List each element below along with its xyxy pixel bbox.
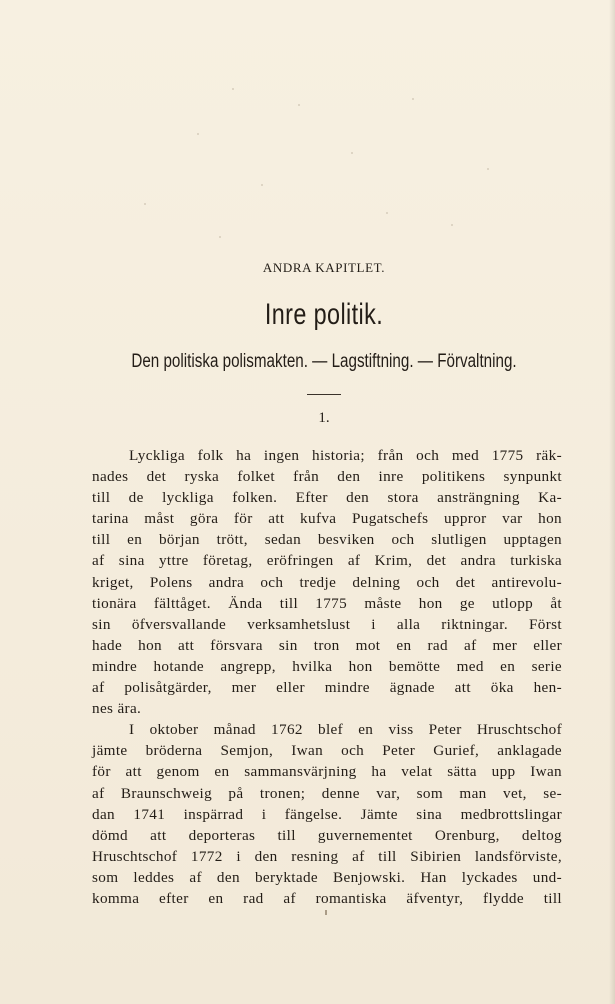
- text-line: nades det ryska folket från den inre politikens synpunkt: [92, 468, 562, 486]
- page-edge-shadow: [609, 0, 615, 1004]
- text-line: Lyckliga folk ha ingen historia; från och med 1775 räk-: [129, 447, 562, 464]
- body-text: [92, 445, 562, 909]
- chapter-title: Inre politik.: [264, 298, 384, 331]
- chapter-subtitle: Den politiska polismakten. — Lagstiftning. — Förvaltning.: [131, 351, 517, 372]
- text-line: dömd att deporteras till guvernementet Orenburg, deltog: [92, 826, 562, 844]
- paper-speck: [261, 184, 263, 186]
- text-line: till en början trött, sedan besviken och slutligen upptagen: [92, 531, 562, 549]
- text-line: tarina måst göra för att kufva Pugatschefs uppror var hon: [92, 510, 562, 528]
- text-line: af sina yttre företag, eröfringen af Krim, det andra turkiska: [92, 552, 562, 570]
- text-line: Hruschtschof 1772 i den resning af till Sibirien landsförviste,: [92, 847, 562, 865]
- text-line: mindre hotande angrepp, hvilka hon bemötte med en serie: [92, 657, 562, 675]
- text-line: af Braunschweig på tronen; denne var, som man vet, se-: [92, 784, 562, 802]
- paper-speck: [197, 133, 199, 135]
- paper-speck: [487, 168, 489, 170]
- section-number: 1.: [318, 410, 330, 426]
- chapter-label: ANDRA KAPITLET.: [262, 260, 386, 275]
- text-line: dan 1741 inspärrad i fängelse. Jämte sina medbrottslingar: [92, 805, 562, 823]
- paper-speck: [451, 224, 453, 226]
- text-line: I oktober månad 1762 blef en viss Peter Hruschtschof: [129, 721, 562, 739]
- text-line: sin öfversvallande verksamhetslust i alla riktningar. Först: [92, 615, 562, 633]
- text-line: tionära fälttåget. Ända till 1775 måste hon ge utlopp åt: [92, 594, 562, 612]
- paper-speck: [351, 152, 353, 154]
- paper-speck: [412, 98, 414, 100]
- paper-speck: [144, 203, 146, 205]
- text-line: komma efter en rad af romantiska äfventyr, flydde till: [92, 889, 562, 907]
- paper-speck: [298, 104, 300, 106]
- text-line: till de lyckliga folken. Efter den stora ansträngning Ka-: [92, 489, 562, 507]
- text-line: af polisåtgärder, mer eller mindre ägnade att öka hen-: [92, 679, 562, 697]
- paper-speck: [232, 88, 234, 90]
- paper-speck: [219, 236, 221, 238]
- paper-speck: [386, 212, 388, 214]
- text-line: som leddes af den beryktade Benjowski. Han lyckades und-: [92, 868, 562, 886]
- text-line: kriget, Polens andra och tredje delning och det antirevolu-: [92, 573, 562, 591]
- text-line: för att genom en sammansvärjning ha velat sätta upp Iwan: [92, 763, 562, 781]
- text-line: nes ära.: [92, 700, 142, 718]
- text-line: jämte bröderna Semjon, Iwan och Peter Gurief, anklagade: [92, 742, 562, 760]
- ink-mark: [325, 910, 327, 915]
- text-line: hade hon att försvara sin tron mot en rad af mer eller: [92, 636, 562, 654]
- title-divider: [307, 394, 341, 395]
